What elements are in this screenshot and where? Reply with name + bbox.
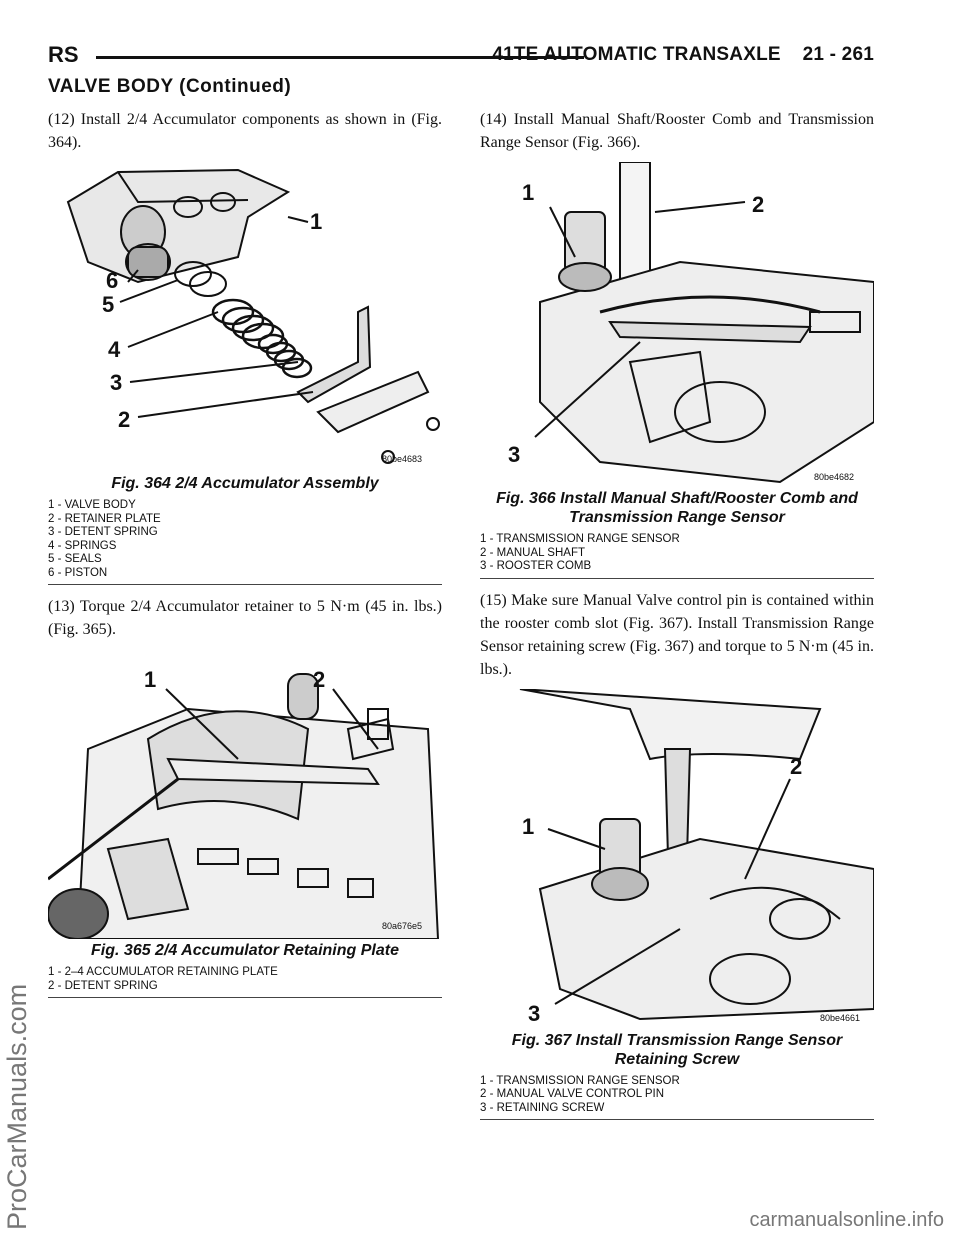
figure-365 bbox=[48, 649, 442, 998]
legend-item: 1 - TRANSMISSION RANGE SENSOR bbox=[480, 1074, 680, 1087]
legend-item: 3 - RETAINING SCREW bbox=[480, 1101, 605, 1114]
figure-367 bbox=[480, 689, 874, 1121]
step-13: (13) Torque 2/4 Accumulator retainer to 5 N·m (45 in. lbs.) (Fig. 365). bbox=[48, 598, 442, 638]
step-12: (12) Install 2/4 Accumulator components as shown in (Fig. 364). bbox=[48, 111, 442, 151]
section-title: VALVE BODY (Continued) bbox=[48, 76, 292, 97]
legend-item: 2 - RETAINER PLATE bbox=[48, 512, 161, 525]
fig364-callout-1: 1 bbox=[310, 209, 323, 234]
fig364-code: 80be4683 bbox=[382, 454, 423, 464]
figure-367-caption: Fig. 367 Install Transmission Range Sensor Retaining Screw bbox=[511, 1031, 843, 1068]
legend-item: 1 - TRANSMISSION RANGE SENSOR bbox=[480, 533, 680, 545]
legend-item: 5 - SEALS bbox=[48, 553, 102, 565]
figure-366 bbox=[480, 162, 874, 579]
fig366-callout-3: 3 bbox=[508, 442, 521, 467]
figure-364 bbox=[48, 162, 442, 585]
right-column bbox=[480, 108, 874, 1120]
step-14: (14) Install Manual Shaft/Rooster Comb and Transmission Range Sensor (Fig. 366). bbox=[480, 111, 874, 151]
fig367-callout-1: 1 bbox=[522, 813, 535, 839]
fig365-callout-2: 2 bbox=[313, 667, 326, 692]
header-section-code: RS bbox=[48, 42, 79, 67]
fig366-code: 80be4682 bbox=[814, 472, 855, 482]
figure-364-illustration bbox=[48, 162, 442, 472]
fig365-callout-1: 1 bbox=[144, 667, 157, 692]
fig364-callout-6: 6 bbox=[106, 268, 119, 293]
figure-364-legend bbox=[48, 499, 442, 585]
footer-watermark: carmanualsonline.info bbox=[749, 1209, 944, 1231]
fig364-callout-3: 3 bbox=[110, 370, 123, 395]
legend-item: 2 - MANUAL VALVE CONTROL PIN bbox=[480, 1088, 665, 1100]
fig366-callout-1: 1 bbox=[522, 180, 535, 205]
legend-item: 6 - PISTON bbox=[48, 566, 108, 579]
legend-item: 2 - MANUAL SHAFT bbox=[480, 546, 586, 559]
figure-366-caption: Fig. 366 Install Manual Shaft/Rooster Comb and Transmission Range Sensor bbox=[496, 490, 858, 526]
legend-item: 4 - SPRINGS bbox=[48, 539, 117, 552]
fig364-callout-5: 5 bbox=[102, 292, 115, 317]
fig365-code: 80a676e5 bbox=[382, 921, 423, 931]
figure-366-legend bbox=[480, 533, 874, 579]
fig364-callout-4: 4 bbox=[108, 337, 121, 362]
legend-item: 1 - 2–4 ACCUMULATOR RETAINING PLATE bbox=[48, 966, 278, 978]
page-header bbox=[48, 42, 874, 72]
side-watermark: ProCarManuals.com bbox=[2, 983, 32, 1230]
fig367-callout-3: 3 bbox=[528, 1000, 541, 1026]
left-column bbox=[48, 108, 442, 998]
fig364-callout-2: 2 bbox=[118, 407, 131, 432]
fig367-callout-2: 2 bbox=[790, 753, 803, 779]
header-title: 41TE AUTOMATIC TRANSAXLE 21 - 261 bbox=[492, 44, 874, 65]
legend-item: 3 - ROOSTER COMB bbox=[480, 560, 592, 572]
legend-item: 2 - DETENT SPRING bbox=[48, 979, 158, 992]
legend-item: 3 - DETENT SPRING bbox=[48, 526, 158, 538]
figure-365-illustration bbox=[48, 649, 442, 939]
step-15: (15) Make sure Manual Valve control pin is contained within the rooster comb slot (Fig. 367). Install Transmission Range Sensor retaining screw (Fig. 367) and torque to 5 N·m (45 in. lbs.). bbox=[480, 591, 874, 678]
figure-365-caption: Fig. 365 2/4 Accumulator Retaining Plate bbox=[91, 942, 399, 959]
figure-364-caption: Fig. 364 2/4 Accumulator Assembly bbox=[111, 475, 379, 492]
figure-366-illustration bbox=[480, 162, 874, 487]
figure-367-legend bbox=[480, 1075, 874, 1121]
figure-365-legend bbox=[48, 966, 442, 998]
fig366-callout-2: 2 bbox=[752, 192, 765, 217]
figure-367-illustration bbox=[480, 689, 874, 1029]
legend-item: 1 - VALVE BODY bbox=[48, 499, 136, 511]
fig367-code: 80be4661 bbox=[820, 1012, 861, 1023]
